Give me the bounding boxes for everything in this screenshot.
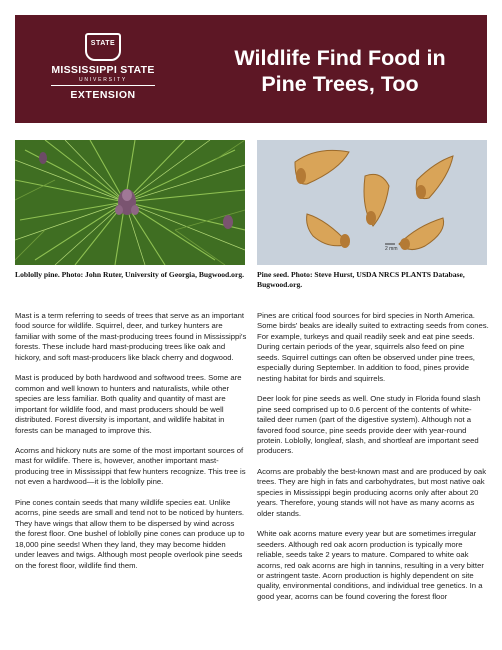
paragraph: Mast is a term referring to seeds of trees that serve as an important food source for wildlife. Squirrel, deer, and turkey hunters are familiar with some of the mast-producing trees found in Mississippi's forests. These include hard mast-producing trees like oak and hickory, and soft mast-producers like black cherry and dogwood. — [15, 311, 247, 362]
university-logo[interactable] — [33, 33, 173, 105]
scale-bar-label: 2 mm — [385, 246, 398, 252]
logo-divider — [51, 85, 155, 86]
title-line-1: Wildlife Find Food in — [234, 46, 446, 70]
right-photo-caption: Pine seed. Photo: Steve Hurst, USDA NRCS PLANTS Database, Bugwood.org. — [257, 270, 465, 289]
title-line-2: Pine Trees, Too — [261, 72, 419, 96]
paragraph: Acorns and hickory nuts are some of the most important sources of mast for wildlife. There is, however, another important mast-producing tree in Mississippi that few hunters recognize. This tree is not even a hardwood—it is the loblolly pine. — [15, 445, 246, 487]
paragraph: Mast is produced by both hardwood and softwood trees. Some are common and well known to hunters and naturalists, while other species are less familiar. Both quality and quantity of mast are important for wildlife food, and mast producers should be well distributed. Forest diversity is important, and wildlife habitat in forests can be managed to improve this. — [15, 373, 242, 435]
body-column-left — [15, 311, 247, 581]
pine-seed-photo — [257, 140, 487, 265]
pine-needles-image — [15, 140, 245, 265]
shield-icon: STATE — [85, 33, 121, 61]
body-column-right — [257, 311, 489, 612]
paragraph: Pines are critical food sources for bird species in North America. Some birds' beaks are ideally suited to extracting seeds from cones. For example, turkeys and quail readily seek and eat pine seeds. During certain periods of the year, squirrels also feed on pine seeds. Squirrel cuttings can often be observed under pine trees, especially during September. In addition to food, pines provide nesting habitat for birds and squirrels. — [257, 311, 489, 383]
paragraph: White oak acorns mature every year but are sometimes irregular seeders. Although red oak acorn production is typically more reliable, seeds take 2 years to mature. Compared to white oak acorns, red oak acorns are high in tannins, resulting in a very bitter or astringent taste. Acorn production is highly dependent on site quality, environmental conditions, and individual tree genetics. In a good year, acorns can be found covering the forest floor — [257, 529, 484, 601]
logo-extension: EXTENSION — [70, 89, 136, 101]
paragraph: Deer look for pine seeds as well. One study in Florida found slash pine seed comprised up to 0.6 percent of the contents of white-tailed deer rumen (part of the digestive system). Although not a favored food source, pine seeds provide deer with year-round protein. Loblolly, longleaf, slash, and shortleaf are important seed producers. — [257, 394, 481, 456]
logo-university-word: UNIVERSITY — [78, 77, 127, 83]
paragraph: Acorns are probably the best-known mast and are produced by oak trees. They are high in fats and carbohydrates, but most native oak species in Mississippi begin producing acorns only after about 20 years. Therefore, young stands will not have as many acorns as older stands. — [257, 466, 487, 518]
page-title — [205, 45, 475, 97]
header-banner — [15, 15, 487, 123]
pine-seeds-image — [257, 140, 487, 265]
loblolly-pine-photo — [15, 140, 245, 265]
left-photo-caption: Loblolly pine. Photo: John Ruter, University of Georgia, Bugwood.org. — [15, 270, 245, 279]
logo-university-name: MISSISSIPPI STATE — [51, 64, 155, 76]
paragraph: Pine cones contain seeds that many wildlife species eat. Unlike acorns, pine seeds are small and tend not to be noticed by hunters. They have wings that allow them to be dispersed by wind across the forest floor. One bushel of loblolly pine cones can produce up to 18,000 pine seeds! When they land, they may become hidden under leaves and twigs. Although most people overlook pine seeds on the forest floor, wildlife find them. — [15, 497, 245, 570]
